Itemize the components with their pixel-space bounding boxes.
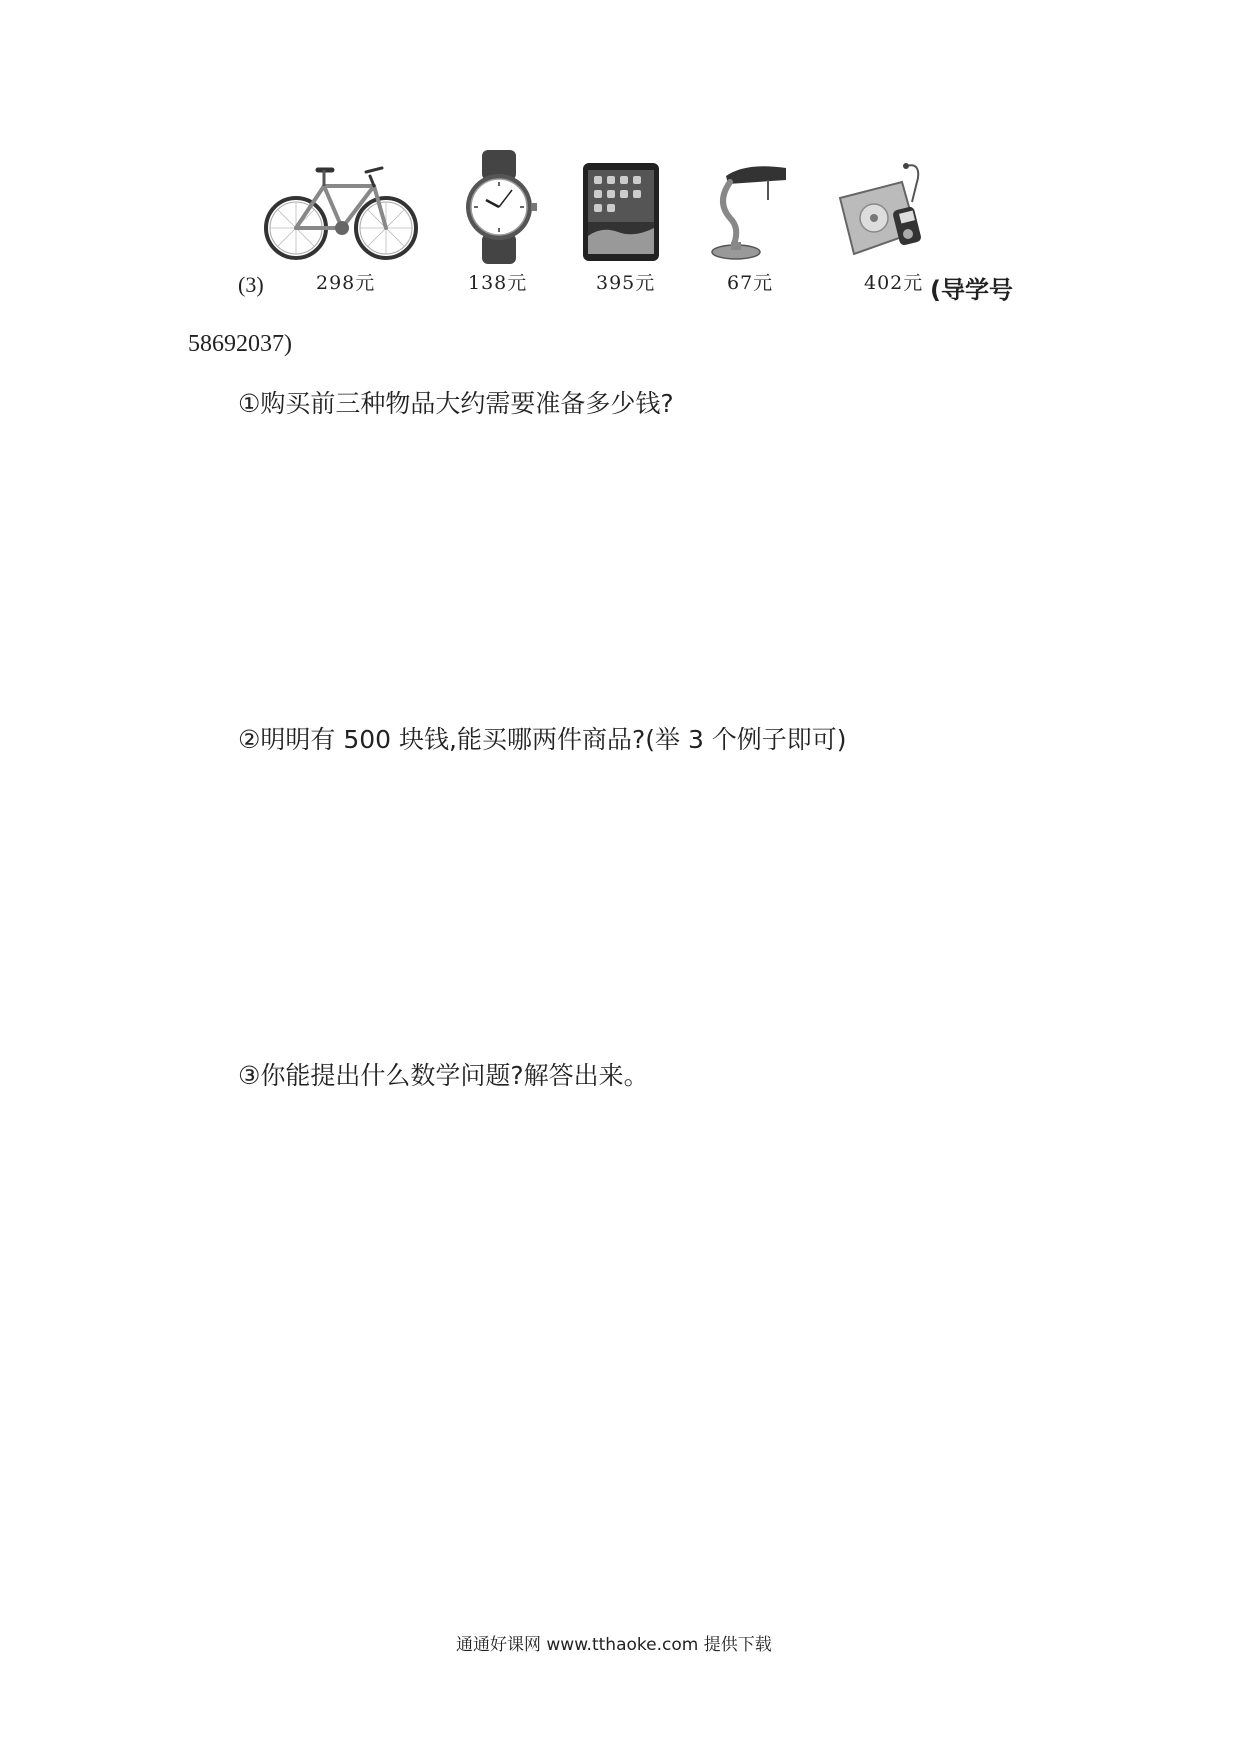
- question-1: ①购买前三种物品大约需要准备多少钱?: [238, 389, 674, 418]
- product-bicycle: [262, 162, 422, 262]
- reference-number: 58692037): [188, 331, 292, 357]
- footer-credit: 通通好课网 www.tthaoke.com 提供下载: [456, 1635, 772, 1655]
- watch-icon: [462, 150, 538, 265]
- product-watch: [462, 150, 538, 265]
- question-2: ②明明有 500 块钱,能买哪两件商品?(举 3 个例子即可): [238, 725, 847, 754]
- question-3: ③你能提出什么数学问题?解答出来。: [238, 1061, 649, 1090]
- problem-number: (3): [238, 272, 264, 297]
- price-music-player: 402元: [864, 272, 924, 294]
- product-music-player: [832, 162, 924, 260]
- price-bicycle: 298元: [316, 272, 376, 294]
- reference-label: (导学号: [930, 276, 1013, 304]
- product-tablet: [582, 162, 660, 262]
- product-lamp: [706, 162, 790, 262]
- tablet-icon: [582, 162, 660, 262]
- music-player-icon: [832, 162, 924, 260]
- lamp-icon: [706, 162, 790, 262]
- price-watch: 138元: [468, 272, 528, 294]
- bicycle-icon: [262, 162, 422, 262]
- price-lamp: 67元: [727, 272, 774, 294]
- price-tablet: 395元: [596, 272, 656, 294]
